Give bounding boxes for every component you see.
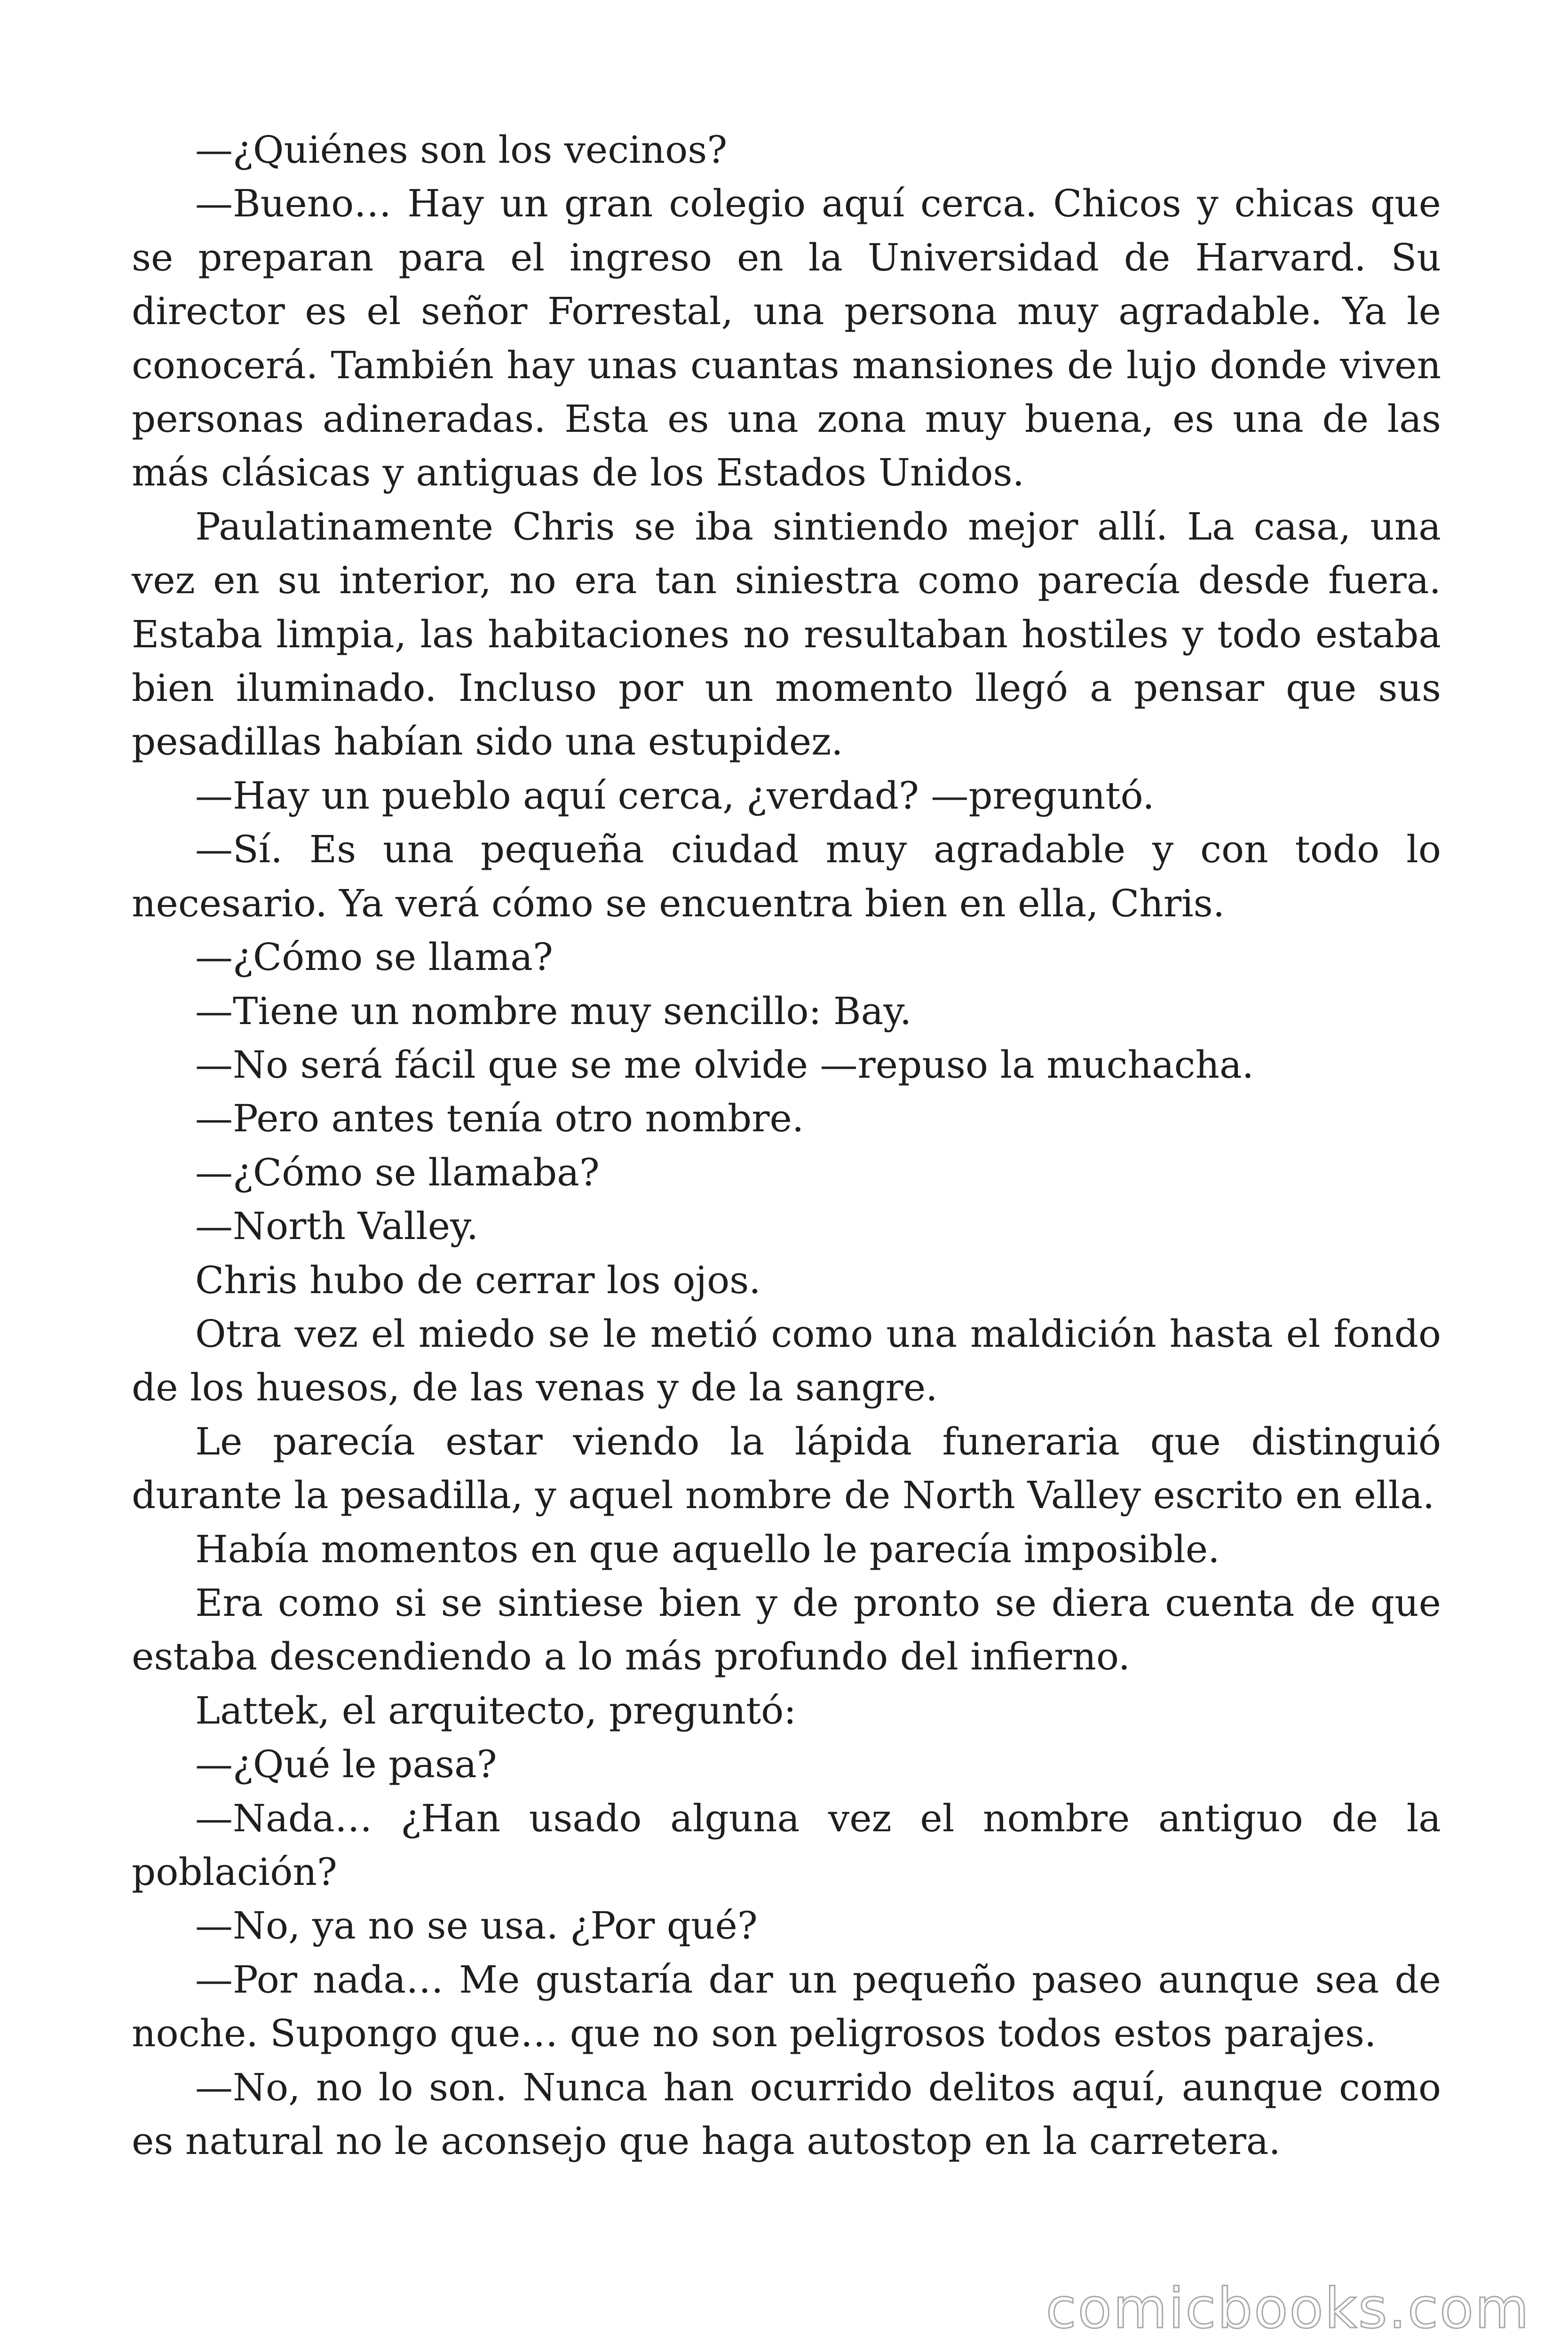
paragraph: Otra vez el miedo se le metió como una maldición hasta el fondo de los huesos, de las venas y de la sangre. bbox=[132, 1311, 1441, 1410]
paragraph: Lattek, el arquitecto, preguntó: bbox=[195, 1688, 797, 1732]
paragraph: —North Valley. bbox=[195, 1204, 479, 1248]
paragraph: —¿Qué le pasa? bbox=[195, 1742, 497, 1787]
paragraph: —¿Quiénes son los vecinos? bbox=[195, 128, 728, 172]
paragraph: —Bueno… Hay un gran colegio aquí cerca. Chicos y chicas que se preparan para el ingreso en la Universidad de Harvard. Su director es el señor Forrestal, una persona muy agradable. Ya le conocerá. También hay unas cuantas mansiones de lujo donde viven personas adineradas. Esta es una zona muy buena, es una de las más clásicas y antiguas de los Estados Unidos. bbox=[132, 182, 1441, 495]
watermark-text: comicbooks.com bbox=[1045, 2276, 1530, 2341]
paragraph: —Nada… ¿Han usado alguna vez el nombre antiguo de la población? bbox=[132, 1796, 1441, 1894]
paragraph: —Hay un pueblo aquí cerca, ¿verdad? —preguntó. bbox=[195, 773, 1155, 818]
paragraph: —Por nada… Me gustaría dar un pequeño paseo aunque sea de noche. Supongo que… que no son peligrosos todos estos parajes. bbox=[132, 1957, 1441, 2056]
paragraph: Había momentos en que aquello le parecía imposible. bbox=[195, 1527, 1220, 1571]
body-text bbox=[132, 123, 1441, 2168]
paragraph: Chris hubo de cerrar los ojos. bbox=[195, 1258, 761, 1302]
paragraph: —Tiene un nombre muy sencillo: Bay. bbox=[195, 989, 912, 1033]
paragraph: —¿Cómo se llama? bbox=[195, 935, 553, 979]
paragraph: —No será fácil que se me olvide —repuso la muchacha. bbox=[195, 1042, 1254, 1087]
paragraph: —No, no lo son. Nunca han ocurrido delitos aquí, aunque como es natural no le aconsejo que haga autostop en la carretera. bbox=[132, 2065, 1441, 2163]
paragraph: Paulatinamente Chris se iba sintiendo mejor allí. La casa, una vez en su interior, no era tan siniestra como parecía desde fuera. Estaba limpia, las habitaciones no resultaban hostiles y todo estaba bien iluminado. Incluso por un momento llegó a pensar que sus pesadillas habían sido una estupidez. bbox=[132, 504, 1441, 764]
paragraph: —¿Cómo se llamaba? bbox=[195, 1150, 600, 1194]
paragraph: —No, ya no se usa. ¿Por qué? bbox=[195, 1904, 758, 1948]
paragraph: Era como si se sintiese bien y de pronto se diera cuenta de que estaba descendiendo a lo más profundo del infierno. bbox=[132, 1581, 1441, 1679]
paragraph: Le parecía estar viendo la lápida funeraria que distinguió durante la pesadilla, y aquel nombre de North Valley escrito en ella. bbox=[132, 1419, 1441, 1518]
paragraph: —Sí. Es una pequeña ciudad muy agradable y con todo lo necesario. Ya verá cómo se encuentra bien en ella, Chris. bbox=[132, 827, 1441, 925]
paragraph: —Pero antes tenía otro nombre. bbox=[195, 1097, 804, 1141]
